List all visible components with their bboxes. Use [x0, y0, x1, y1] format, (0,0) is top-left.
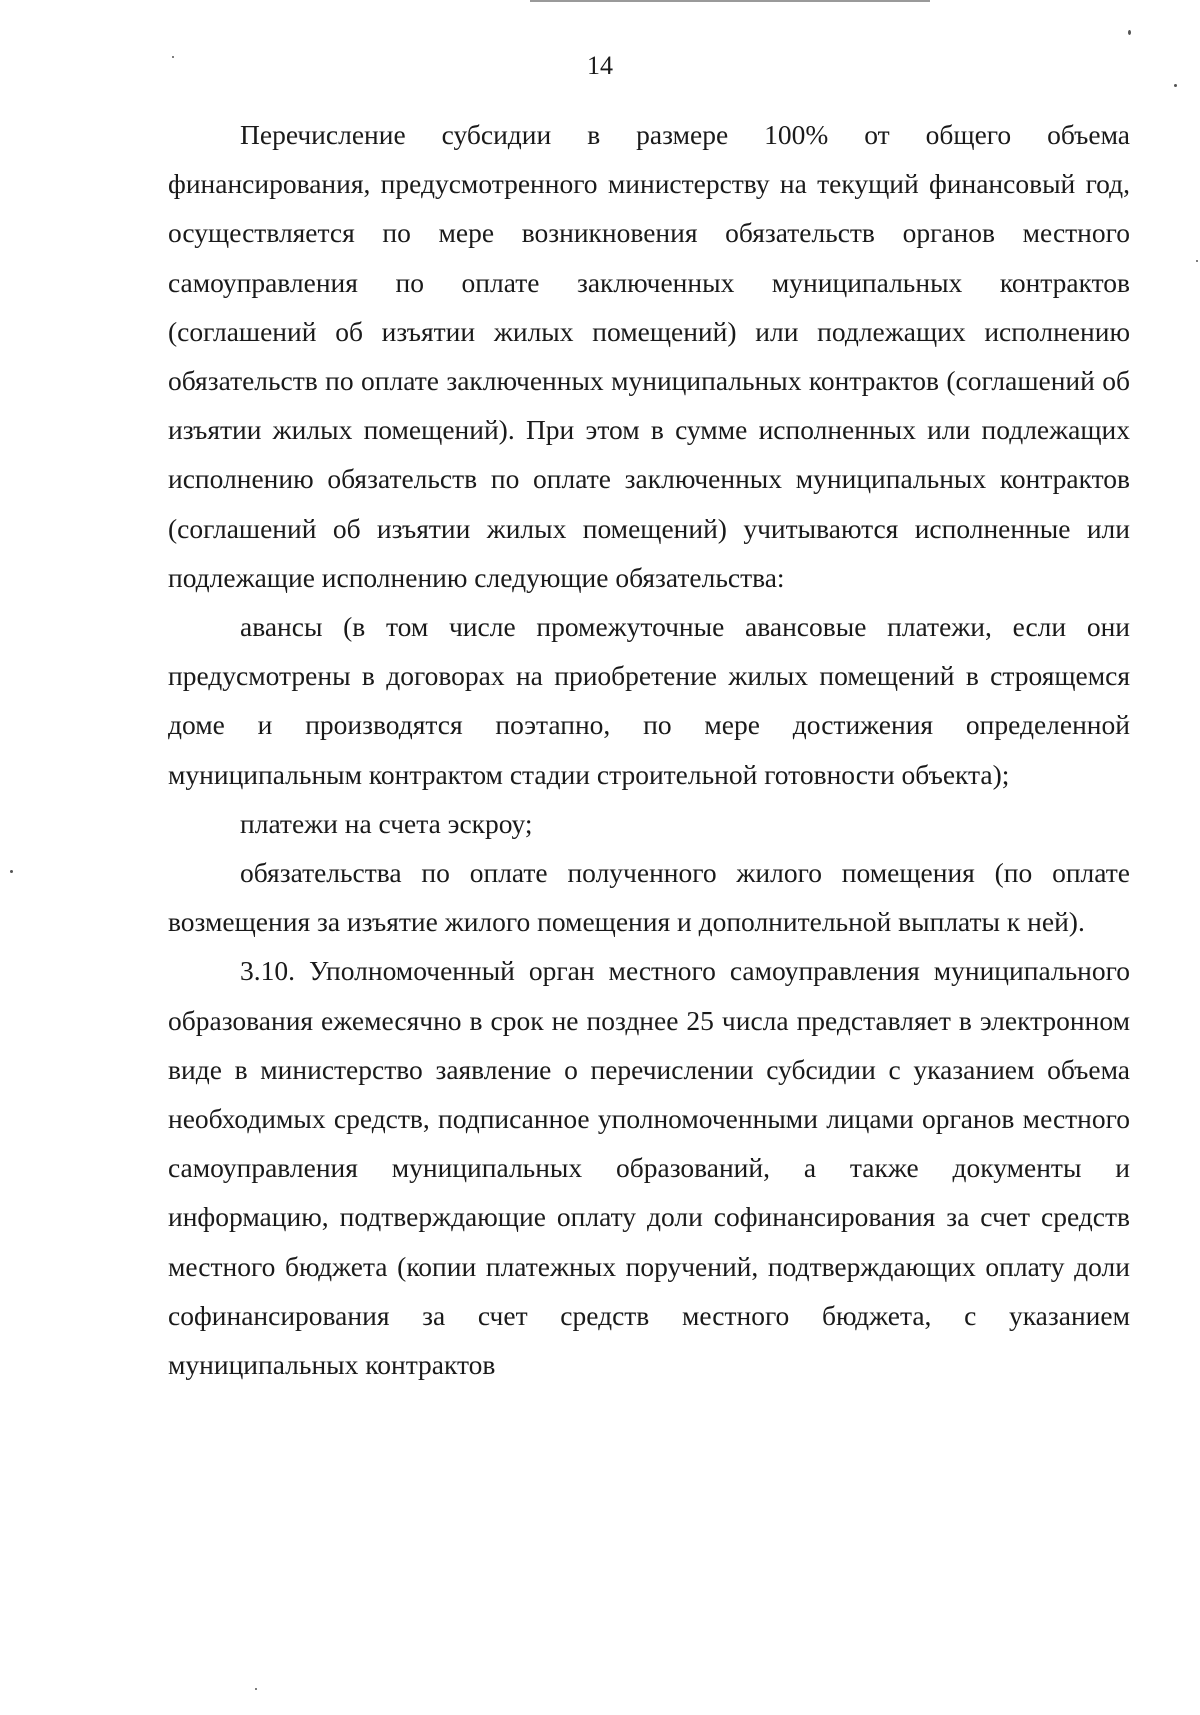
- paragraph-section-3-10: 3.10. Уполномоченный орган местного самоуправления муниципального образования ежемесячно в срок не позднее 25 числа представляет в электронном виде в министерство заявление о перечислении субсидии с указанием объема необходимых средств, подписанное уполномоченными лицами органов местного самоуправления муниципальных образований, а также документы и информацию, подтверждающие оплату доли софинансирования за счет средств местного бюджета (копии платежных поручений, подтверждающих оплату доли софинансирования за счет средств местного бюджета, с указанием муниципальных контрактов: [168, 955, 1130, 1381]
- scan-speck: [1174, 84, 1177, 87]
- top-edge-line: [530, 0, 930, 2]
- scan-speck: [255, 1688, 257, 1690]
- scan-speck: [172, 56, 174, 58]
- scan-speck: [1128, 30, 1131, 35]
- page-number: 14: [587, 51, 613, 80]
- paragraph-obligations-payment: обязательства по оплате полученного жилого помещения (по оплате возмещения за изъятие жилого помещения и дополнительной выплаты к ней).: [168, 857, 1130, 938]
- scan-speck: [1196, 260, 1198, 262]
- document-body: [168, 110, 1130, 1389]
- paragraph-subsidy-transfer: Перечисление субсидии в размере 100% от общего объема финансирования, предусмотренного министерству на текущий финансовый год, осуществляется по мере возникновения обязательств органов местного самоуправления по оплате заключенных муниципальных контрактов (соглашений об изъятии жилых помещений) или подлежащих исполнению обязательств по оплате заключенных муниципальных контрактов (соглашений об изъятии жилых помещений). При этом в сумме исполненных или подлежащих исполнению обязательств по оплате заключенных муниципальных контрактов (соглашений об изъятии жилых помещений) учитываются исполненные или подлежащие исполнению следующие обязательства:: [168, 119, 1130, 593]
- paragraph-escrow-payments: платежи на счета эскроу;: [240, 807, 533, 839]
- paragraph-advances: авансы (в том числе промежуточные авансовые платежи, если они предусмотрены в договорах на приобретение жилых помещений в строящемся доме и производятся поэтапно, по мере достижения определенной муниципальным контрактом стадии строительной готовности объекта);: [168, 611, 1130, 790]
- scan-speck: [10, 870, 13, 873]
